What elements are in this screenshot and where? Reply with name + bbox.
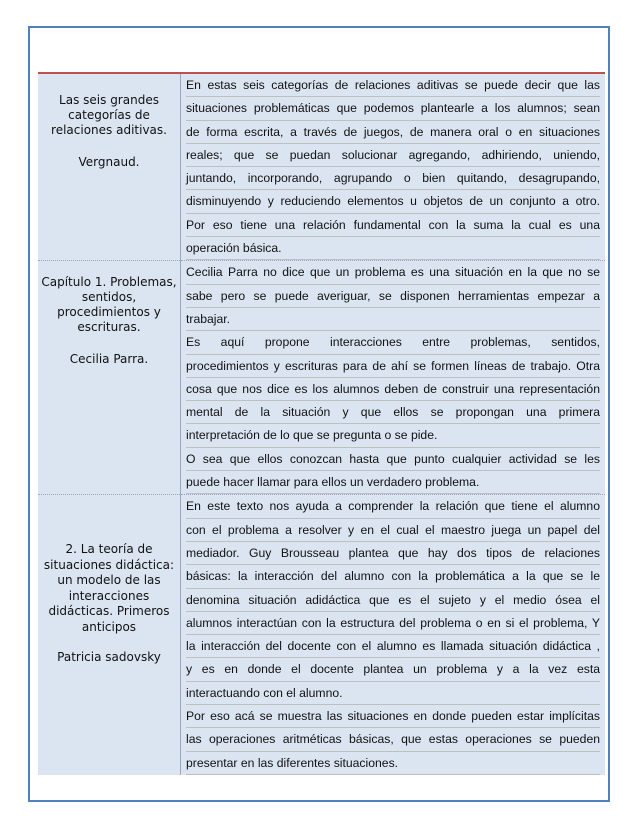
summary-line: denomina situación adidáctica que es el sujeto y el medio ósea el: [186, 589, 600, 612]
table-row: [38, 495, 605, 775]
table-row: [38, 73, 605, 261]
summary-line: situaciones problemáticas que podemos plantearle a los alumnos; sean: [186, 97, 600, 120]
topic-author: Cecilia Parra.: [69, 352, 149, 367]
topic-cell: [38, 73, 181, 261]
summary-cell: [181, 495, 606, 775]
summary-line: En este texto nos ayuda a comprender la relación que tiene el alumno: [186, 495, 600, 518]
summary-line: básicas: la interacción del alumno con la problemática a la que se le: [186, 565, 600, 588]
summary-line: Por eso tiene una relación fundamental con la suma la cual es una: [186, 214, 600, 237]
summary-line: la interacción del docente con el alumno es llamada situación didáctica ,: [186, 635, 600, 658]
summary-line: y es en donde el docente plantea un problema y a la vez esta: [186, 658, 600, 681]
summary-line: mediador. Guy Brousseau plantea que hay dos tipos de relaciones: [186, 542, 600, 565]
summary-cell: [181, 73, 606, 261]
summary-line: presentar en las diferentes situaciones.: [186, 752, 600, 775]
topic-cell: [38, 261, 181, 495]
summary-line: juntando, incorporando, agrupando o bien quitando, desagrupando,: [186, 167, 600, 190]
summary-line: operación básica.: [186, 237, 600, 260]
summary-line: Cecilia Parra no dice que un problema es una situación en la que no se: [186, 261, 600, 284]
summary-line: reales; que se puedan solucionar agregando, adhiriendo, uniendo,: [186, 144, 600, 167]
topic-title: Capítulo 1. Problemas, sentidos, procedimientos y escrituras.: [41, 275, 177, 335]
summary-line: disminuyendo y reduciendo elementos u objetos de un conjunto a otro.: [186, 190, 600, 213]
summary-line: En estas seis categorías de relaciones aditivas se puede decir que las: [186, 74, 600, 97]
topic-title: 2. La teoría de situaciones didáctica: un modelo de las interacciones didácticas. Primeros anticipos: [43, 542, 175, 634]
summary-line: de forma escrita, a través de juegos, de manera oral o en situaciones: [186, 121, 600, 144]
summary-line: Es aquí propone interacciones entre problemas, sentidos,: [186, 331, 600, 354]
summary-line: Por eso acá se muestra las situaciones en donde pueden estar implícitas: [186, 705, 600, 728]
topic-title: Las seis grandes categorías de relaciones aditivas.: [51, 93, 167, 137]
summary-line: con el problema a resolver y en el cual el maestro juega un papel del: [186, 519, 600, 542]
summary-line: trabajar.: [186, 308, 600, 331]
summary-line: O sea que ellos conozcan hasta que punto cualquier actividad se les: [186, 448, 600, 471]
summary-line: interactuando con el alumno.: [186, 682, 600, 705]
table-row: [38, 261, 605, 495]
summary-line: cosa que nos dice es los alumnos deben de construir una representación: [186, 378, 600, 401]
topic-author: Patricia sadovsky: [57, 650, 161, 665]
summary-line: puede hacer llamar para ellos un verdadero problema.: [186, 471, 600, 494]
summary-line: mental de la situación y que ellos se propongan una primera: [186, 401, 600, 424]
summary-line: las operaciones aritméticas básicas, que estas operaciones se pueden: [186, 728, 600, 751]
summary-line: sabe pero se puede averiguar, se disponen herramientas empezar a: [186, 285, 600, 308]
summary-line: interpretación de lo que se pregunta o se pide.: [186, 424, 600, 447]
summary-table: [38, 72, 605, 775]
summary-cell: [181, 261, 606, 495]
summary-line: procedimientos y escrituras para de ahí se formen líneas de trabajo. Otra: [186, 355, 600, 378]
summary-line: alumnos interactúan con la estructura del problema o en si el problema, Y: [186, 612, 600, 635]
topic-author: Vergnaud.: [78, 155, 140, 169]
topic-cell: [38, 495, 181, 775]
